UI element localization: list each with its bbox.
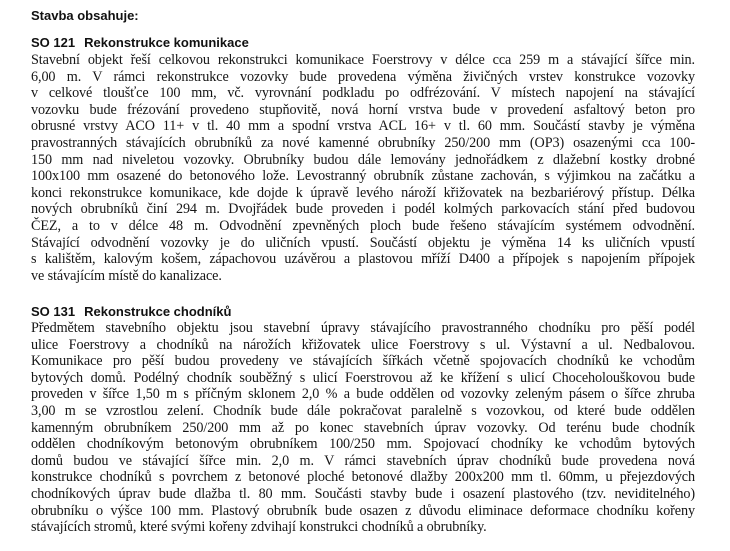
text-line: 6,00 m. V rámci rekonstrukce vozovky bude provedena výměna živičných vrstev konstrukce vozovky — [31, 68, 695, 85]
text-line: nových obrubníků činí 294 m. Dvojřádek bude proveden i podél kolmých parkovacích stání před budovou — [31, 201, 695, 218]
section-title: Rekonstrukce komunikace — [84, 35, 249, 50]
text-line: proveden v šířce 1,50 m s příčným sklonem 2,0 % a bude oddělen od vozovky zeleným pásem o šířce zhruba — [31, 386, 695, 403]
text-line: bytových domů. Podélný chodník souběžný s ulicí Foerstrovou až ke křížení s ulicí Choceholouškovou bude — [31, 369, 695, 386]
text-line: domů budou ve stávající šířce min. 2,0 m. V rámci stavebních úprav chodníků bude provedena nová — [31, 452, 695, 469]
text-line: vozovku bude frézování provedeno stupňovitě, nová horní vrstva bude v provedení asfaltový beton pro — [31, 101, 695, 118]
text-line: 3,00 m se vzrostlou zelení. Chodník bude dále pokračovat paralelně s vozovkou, od které bude oddělen — [31, 402, 695, 419]
text-line: Stávající odvodnění vozovky je do uličních vpustí. Součástí objektu je výměna 14 ks uličních vpustí — [31, 234, 695, 251]
intro-heading: Stavba obsahuje: — [31, 8, 139, 23]
section-code: SO 131 — [31, 304, 76, 319]
section-heading-so131 — [31, 304, 231, 319]
section-title: Rekonstrukce chodníků — [84, 304, 232, 319]
section-body-so131 — [31, 320, 695, 536]
text-line: chodníkových úprav bude dlažba tl. 80 mm. Součásti stavby bude i osazení plastového (tzv. neviditelného) — [31, 485, 695, 502]
text-line: stávajících stromů, které svými kořeny zdvihají konstrukci chodníků a obrubníky. — [31, 519, 487, 536]
text-line: ČEZ, a to v délce 48 m. Odvodnění zpevněných ploch bude řešeno stávajícím systémem odvodnění. — [31, 217, 695, 234]
text-line: konci rekonstrukce komunikace, kde dojde k úpravě levého nároží křižovatek na bezbariérový přístup. Délka — [31, 184, 695, 201]
text-line: ve stávajícím místě do kanalizace. — [31, 267, 222, 284]
section-heading-so121 — [31, 35, 249, 50]
text-line: ulice Foerstrovy a chodníků na nárožích křižovatek ulice Foerstrovy s ul. Výstavní a ul. Nedbalovou. — [31, 336, 695, 353]
text-line: 150 mm nad niveletou vozovky. Obrubníky budou dále lemovány jednořádkem z dlažební kostky drobné — [31, 151, 695, 168]
text-line: obrubníku o výšce 100 mm. Plastový obrubník bude osazen z důvodu eliminace deformace chodníku kořeny — [31, 502, 695, 519]
text-line: s kalištěm, kalovým košem, zápachovou uzávěrou a plastovou mříží D400 a přípojek s napojením přípojek — [31, 251, 695, 268]
text-line: v celkové tloušťce 100 mm, vč. vyrovnání podkladu po odfrézování. V místech napojení na stávající — [31, 85, 695, 102]
text-line: oddělen chodníkovým betonovým obrubníkem 100/250 mm. Spojovací chodníky ke vchodům bytových — [31, 436, 695, 453]
text-line: obrusné vrstvy ACO 11+ v tl. 40 mm a spodní vrstva ACL 16+ v tl. 60 mm. Součástí stavby je výměna — [31, 118, 695, 135]
text-line: pravostranných stávajících obrubníků za nové kamenné obrubníky 250/200 mm (OP3) osazenými cca 100- — [31, 134, 695, 151]
text-line: konstrukce chodníků s povrchem z betonové ploché betonové dlažby 200x200 mm tl. 60mm, u přejezdových — [31, 469, 695, 486]
section-body-so121 — [31, 52, 695, 284]
text-line: 100x100 mm osazené do betonového lože. Levostranný obrubník zůstane zachován, s výjimkou na začátku a — [31, 168, 695, 185]
text-line: kamenným obrubníkem 250/200 mm až po konec stavebních úprav vozovky. Od terénu bude chodník — [31, 419, 695, 436]
text-line: Předmětem stavebního objektu jsou stavební úpravy stávajícího pravostranného chodníku pro pěší podél — [31, 320, 695, 336]
text-line: Komunikace pro pěší budou provedeny ve stávajících šířkách včetně spojovacích chodníků ke vchodům — [31, 353, 695, 370]
text-line: Stavební objekt řeší celkovou rekonstrukci komunikace Foerstrovy v délce cca 259 m a stávající šířce min. — [31, 52, 695, 68]
section-code: SO 121 — [31, 35, 76, 50]
